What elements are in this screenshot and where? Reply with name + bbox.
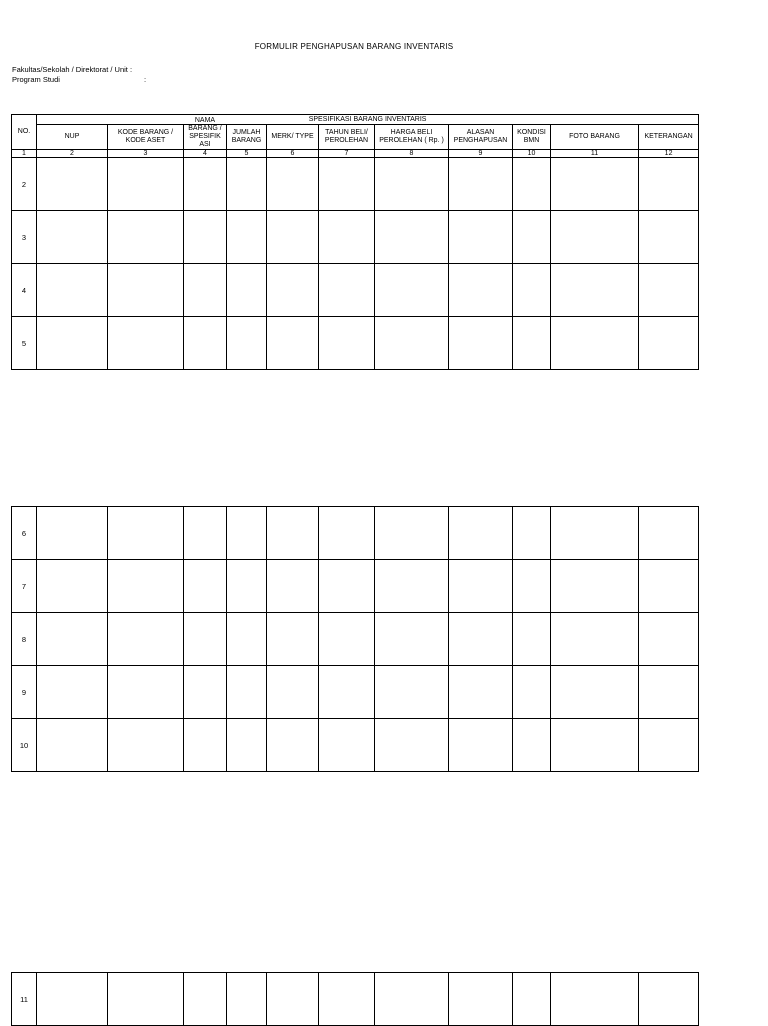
table-cell[interactable] xyxy=(227,666,267,719)
table-cell[interactable] xyxy=(551,158,639,211)
table-cell[interactable] xyxy=(227,158,267,211)
table-cell[interactable] xyxy=(551,613,639,666)
table-cell[interactable] xyxy=(513,666,551,719)
table-cell[interactable] xyxy=(375,158,449,211)
table-cell[interactable] xyxy=(639,973,699,1026)
table-cell[interactable] xyxy=(184,666,227,719)
form-title: FORMULIR PENGHAPUSAN BARANG INVENTARIS xyxy=(254,42,454,51)
table-cell[interactable] xyxy=(319,719,375,772)
header-kode-barang: KODE BARANG / KODE ASET xyxy=(108,125,184,150)
table-cell[interactable] xyxy=(227,211,267,264)
table-cell[interactable] xyxy=(108,211,184,264)
table-cell[interactable] xyxy=(267,211,319,264)
prodi-line xyxy=(12,75,147,84)
row-number: 3 xyxy=(12,211,37,264)
header-nama-barang xyxy=(184,117,227,150)
table-cell[interactable] xyxy=(37,719,108,772)
inventory-table-block-1 xyxy=(11,114,699,370)
table-cell[interactable] xyxy=(513,264,551,317)
table-cell[interactable] xyxy=(227,317,267,370)
table-cell[interactable] xyxy=(37,211,108,264)
table-cell[interactable] xyxy=(449,560,513,613)
table-cell[interactable] xyxy=(227,507,267,560)
table-cell[interactable] xyxy=(108,613,184,666)
table-cell[interactable] xyxy=(267,317,319,370)
table-cell[interactable] xyxy=(449,973,513,1026)
header-no: NO. xyxy=(12,115,37,150)
table-cell[interactable] xyxy=(513,973,551,1026)
table-cell[interactable] xyxy=(551,973,639,1026)
prodi-colon: : xyxy=(144,75,147,84)
row-number: 6 xyxy=(12,507,37,560)
table-cell[interactable] xyxy=(184,507,227,560)
header-alasan: ALASAN PENGHAPUSAN xyxy=(449,125,513,150)
table-cell[interactable] xyxy=(449,158,513,211)
table-cell[interactable] xyxy=(319,666,375,719)
table-cell[interactable] xyxy=(449,613,513,666)
header-nup: NUP xyxy=(37,125,108,150)
table-cell[interactable] xyxy=(551,666,639,719)
table-cell[interactable] xyxy=(639,264,699,317)
table-cell[interactable] xyxy=(513,211,551,264)
table-cell[interactable] xyxy=(551,507,639,560)
table-cell[interactable] xyxy=(319,211,375,264)
column-number: 9 xyxy=(449,150,513,158)
table-cell[interactable] xyxy=(267,507,319,560)
table-cell[interactable] xyxy=(184,211,227,264)
table-cell[interactable] xyxy=(184,973,227,1026)
table-cell[interactable] xyxy=(108,973,184,1026)
table-cell[interactable] xyxy=(449,719,513,772)
table-cell[interactable] xyxy=(267,719,319,772)
table-cell[interactable] xyxy=(551,264,639,317)
row-number: 5 xyxy=(12,317,37,370)
table-cell[interactable] xyxy=(227,719,267,772)
table-cell[interactable] xyxy=(37,613,108,666)
table-cell[interactable] xyxy=(375,973,449,1026)
row-number: 2 xyxy=(12,158,37,211)
table-cell[interactable] xyxy=(37,973,108,1026)
table-cell[interactable] xyxy=(551,211,639,264)
table-row xyxy=(12,211,699,264)
table-cell[interactable] xyxy=(551,317,639,370)
header-nama-label: NAMA xyxy=(194,117,216,124)
table-cell[interactable] xyxy=(319,560,375,613)
table-cell[interactable] xyxy=(108,317,184,370)
table-cell[interactable] xyxy=(375,666,449,719)
table-cell[interactable] xyxy=(37,264,108,317)
column-number: 3 xyxy=(108,150,184,158)
table-cell[interactable] xyxy=(449,317,513,370)
header-tahun-beli: TAHUN BELI/ PEROLEHAN xyxy=(319,125,375,150)
table-row xyxy=(12,719,699,772)
table-cell[interactable] xyxy=(227,264,267,317)
table-cell[interactable] xyxy=(639,719,699,772)
table-cell[interactable] xyxy=(375,613,449,666)
row-number: 4 xyxy=(12,264,37,317)
table-cell[interactable] xyxy=(108,560,184,613)
table-cell[interactable] xyxy=(375,264,449,317)
table-cell[interactable] xyxy=(639,507,699,560)
table-cell[interactable] xyxy=(375,507,449,560)
table-cell[interactable] xyxy=(37,666,108,719)
table-cell[interactable] xyxy=(267,560,319,613)
table-cell[interactable] xyxy=(267,613,319,666)
table-cell[interactable] xyxy=(184,560,227,613)
table-cell[interactable] xyxy=(375,211,449,264)
table-cell[interactable] xyxy=(551,560,639,613)
table-cell[interactable] xyxy=(449,666,513,719)
table-cell[interactable] xyxy=(184,264,227,317)
table-cell[interactable] xyxy=(513,507,551,560)
table-cell[interactable] xyxy=(639,613,699,666)
table-cell[interactable] xyxy=(513,719,551,772)
table-row xyxy=(12,560,699,613)
header-spesifikasi: SPESIFIKASI BARANG INVENTARIS xyxy=(37,115,699,125)
table-cell[interactable] xyxy=(108,719,184,772)
table-cell[interactable] xyxy=(184,317,227,370)
inventory-table-block-2 xyxy=(11,506,699,772)
header-kondisi: KONDISI BMN xyxy=(513,125,551,150)
table-cell[interactable] xyxy=(227,613,267,666)
header-jumlah-barang: JUMLAH BARANG xyxy=(227,125,267,150)
table-cell[interactable] xyxy=(513,560,551,613)
table-cell[interactable] xyxy=(227,560,267,613)
table-row xyxy=(12,317,699,370)
header-foto: FOTO BARANG xyxy=(551,125,639,150)
table-cell[interactable] xyxy=(184,719,227,772)
table-cell[interactable] xyxy=(37,507,108,560)
table-cell[interactable] xyxy=(375,719,449,772)
table-row xyxy=(12,507,699,560)
table-cell[interactable] xyxy=(108,264,184,317)
column-number: 12 xyxy=(639,150,699,158)
header-keterangan: KETERANGAN xyxy=(639,125,699,150)
table-cell[interactable] xyxy=(184,158,227,211)
table-cell[interactable] xyxy=(639,211,699,264)
table-cell[interactable] xyxy=(37,158,108,211)
column-number: 4 xyxy=(184,150,227,158)
table-cell[interactable] xyxy=(267,158,319,211)
table-cell[interactable] xyxy=(319,264,375,317)
header-nama-spesifikasi: BARANG / SPESIFIK ASI xyxy=(188,125,222,148)
table-cell[interactable] xyxy=(267,264,319,317)
table-cell[interactable] xyxy=(513,317,551,370)
table-cell[interactable] xyxy=(184,613,227,666)
table-cell[interactable] xyxy=(639,666,699,719)
table-cell[interactable] xyxy=(267,973,319,1026)
table-cell[interactable] xyxy=(37,317,108,370)
table-cell[interactable] xyxy=(375,317,449,370)
row-number: 9 xyxy=(12,666,37,719)
table-cell[interactable] xyxy=(108,666,184,719)
table-cell[interactable] xyxy=(319,973,375,1026)
table-cell[interactable] xyxy=(639,560,699,613)
table-row xyxy=(12,158,699,211)
column-number: 6 xyxy=(267,150,319,158)
table-cell[interactable] xyxy=(639,317,699,370)
column-number-row xyxy=(12,150,699,158)
fakultas-label: Fakultas/Sekolah / Direktorat / Unit : xyxy=(12,65,133,74)
table-cell[interactable] xyxy=(375,560,449,613)
table-cell[interactable] xyxy=(108,507,184,560)
column-number: 10 xyxy=(513,150,551,158)
table-row xyxy=(12,613,699,666)
column-number: 7 xyxy=(319,150,375,158)
column-number: 8 xyxy=(375,150,449,158)
table-cell[interactable] xyxy=(37,560,108,613)
row-number: 8 xyxy=(12,613,37,666)
inventory-table-block-3 xyxy=(11,972,699,1026)
row-number: 11 xyxy=(12,973,37,1026)
column-number: 5 xyxy=(227,150,267,158)
row-number: 10 xyxy=(12,719,37,772)
table-cell[interactable] xyxy=(227,973,267,1026)
header-harga-beli: HARGA BELI PEROLEHAN ( Rp. ) xyxy=(375,125,449,150)
table-cell[interactable] xyxy=(513,613,551,666)
table-cell[interactable] xyxy=(513,158,551,211)
table-cell[interactable] xyxy=(108,158,184,211)
column-number: 1 xyxy=(12,150,37,158)
header-merk-type: MERK/ TYPE xyxy=(267,125,319,150)
table-cell[interactable] xyxy=(319,613,375,666)
table-cell[interactable] xyxy=(449,211,513,264)
table-cell[interactable] xyxy=(639,158,699,211)
column-number: 11 xyxy=(551,150,639,158)
prodi-label: Program Studi xyxy=(12,75,60,84)
table-cell[interactable] xyxy=(319,317,375,370)
table-cell[interactable] xyxy=(449,264,513,317)
column-number: 2 xyxy=(37,150,108,158)
table-cell[interactable] xyxy=(551,719,639,772)
row-number: 7 xyxy=(12,560,37,613)
table-cell[interactable] xyxy=(449,507,513,560)
table-row xyxy=(12,666,699,719)
table-row xyxy=(12,264,699,317)
table-row xyxy=(12,973,699,1026)
table-cell[interactable] xyxy=(319,507,375,560)
table-cell[interactable] xyxy=(267,666,319,719)
table-cell[interactable] xyxy=(319,158,375,211)
